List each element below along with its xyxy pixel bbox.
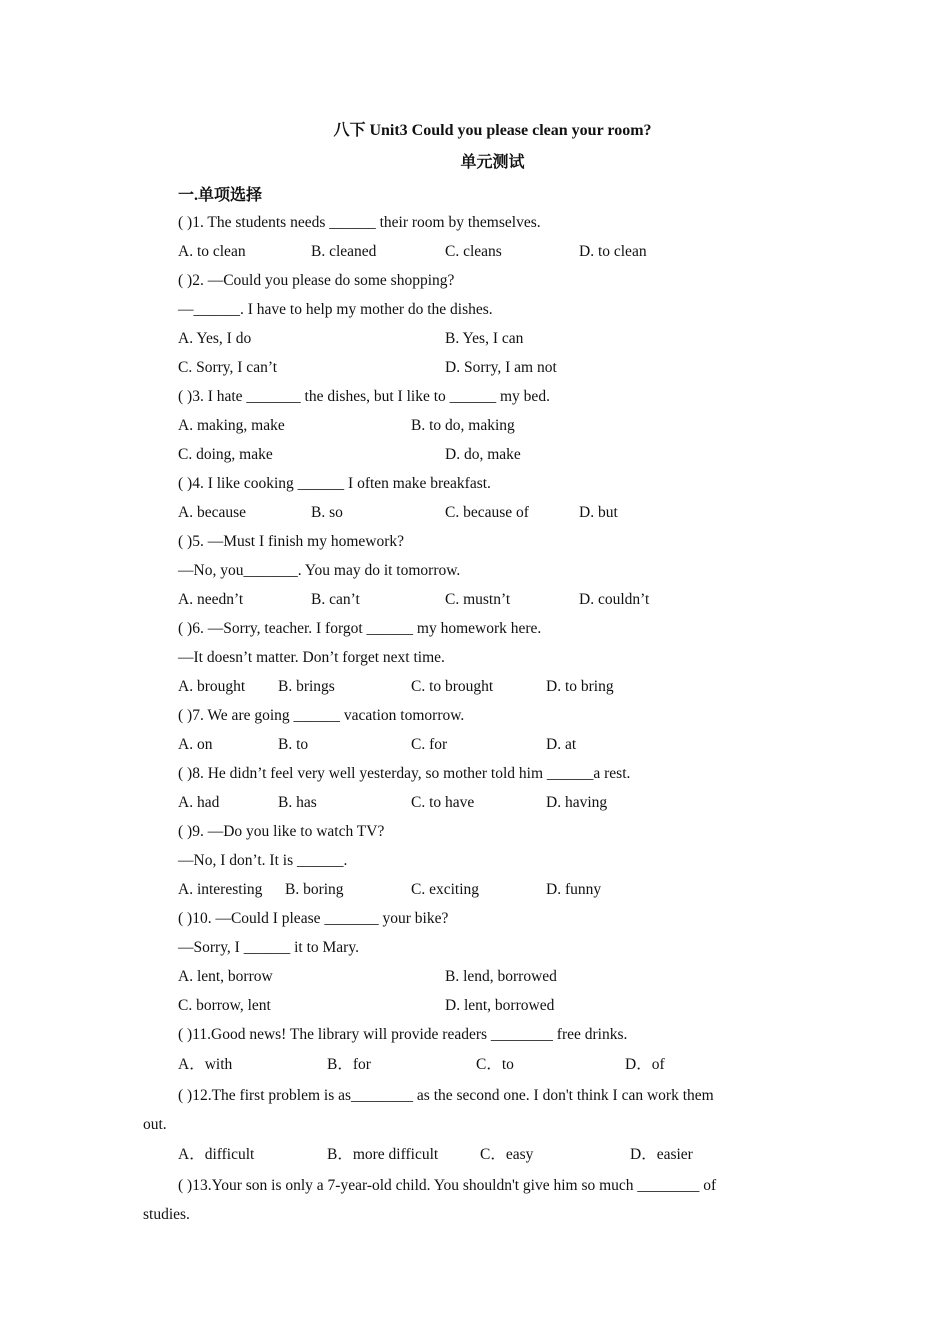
question-9-option-c: C. exciting: [411, 881, 480, 898]
question-12-option-c: C．easy: [480, 1146, 534, 1163]
question-10-stem: ( )10. —Could I please _______ your bike?: [178, 910, 449, 927]
question-11-option-a: A．with: [178, 1056, 233, 1073]
question-3-option-c: C. doing, make: [178, 446, 273, 463]
question-7-option-d: D. at: [546, 736, 577, 753]
question-11-option-d: D．of: [625, 1056, 665, 1073]
question-2-option-c: C. Sorry, I can’t: [178, 359, 278, 376]
question-4-option-d: D. but: [579, 504, 618, 521]
question-10-option-a: A. lent, borrow: [178, 968, 273, 985]
question-6-stem: ( )6. —Sorry, teacher. I forgot ______ my homework here.: [178, 620, 542, 637]
question-1-option-b: B. cleaned: [311, 243, 377, 260]
question-10-option-d: D. lent, borrowed: [445, 997, 555, 1014]
question-8-option-b: B. has: [278, 794, 317, 811]
question-2-line2: —______. I have to help my mother do the dishes.: [178, 301, 493, 318]
question-3-stem: ( )3. I hate _______ the dishes, but I like to ______ my bed.: [178, 388, 550, 405]
question-3-option-b: B. to do, making: [411, 417, 515, 434]
question-11-stem: ( )11.Good news! The library will provide readers ________ free drinks.: [178, 1026, 628, 1043]
question-4-option-c: C. because of: [445, 504, 529, 521]
question-10-line2: —Sorry, I ______ it to Mary.: [178, 939, 359, 956]
question-1-option-d: D. to clean: [579, 243, 647, 260]
question-7-stem: ( )7. We are going ______ vacation tomorrow.: [178, 707, 465, 724]
question-4-option-b: B. so: [311, 504, 343, 521]
question-9-option-d: D. funny: [546, 881, 602, 898]
question-8-option-a: A. had: [178, 794, 220, 811]
question-12-option-d: D．easier: [630, 1146, 693, 1163]
question-4-option-a: A. because: [178, 504, 246, 521]
question-12-option-a: A．difficult: [178, 1146, 255, 1163]
question-9-stem: ( )9. —Do you like to watch TV?: [178, 823, 385, 840]
question-8-stem: ( )8. He didn’t feel very well yesterday, so mother told him ______a rest.: [178, 765, 631, 782]
section-heading: 一.单项选择: [178, 187, 263, 204]
page-subtitle: 单元测试: [460, 154, 525, 171]
question-6-option-a: A. brought: [178, 678, 246, 695]
question-5-option-c: C. mustn’t: [445, 591, 511, 608]
question-1-option-c: C. cleans: [445, 243, 502, 260]
question-7-option-c: C. for: [411, 736, 448, 753]
question-8-option-d: D. having: [546, 794, 608, 811]
question-5-option-a: A. needn’t: [178, 591, 244, 608]
question-5-option-b: B. can’t: [311, 591, 360, 608]
question-5-option-d: D. couldn’t: [579, 591, 650, 608]
question-1-option-a: A. to clean: [178, 243, 246, 260]
question-12-stem: ( )12.The first problem is as________ as the second one. I don't think I can work them: [178, 1087, 714, 1104]
question-6-option-c: C. to brought: [411, 678, 494, 695]
question-11-option-b: B．for: [327, 1056, 371, 1073]
question-5-stem: ( )5. —Must I finish my homework?: [178, 533, 405, 550]
question-6-option-b: B. brings: [278, 678, 335, 695]
question-3-option-d: D. do, make: [445, 446, 521, 463]
question-2-option-d: D. Sorry, I am not: [445, 359, 557, 376]
question-9-line2: —No, I don’t. It is ______.: [178, 852, 348, 869]
question-5-line2: —No, you_______. You may do it tomorrow.: [178, 562, 461, 579]
question-8-option-c: C. to have: [411, 794, 475, 811]
question-12-option-b: B．more difficult: [327, 1146, 439, 1163]
question-10-option-c: C. borrow, lent: [178, 997, 271, 1014]
question-1-stem: ( )1. The students needs ______ their room by themselves.: [178, 214, 541, 231]
question-6-line2: —It doesn’t matter. Don’t forget next time.: [178, 649, 445, 666]
question-6-option-d: D. to bring: [546, 678, 614, 695]
question-13-stem: ( )13.Your son is only a 7-year-old child. You shouldn't give him so much ________ of: [178, 1177, 717, 1194]
question-2-option-b: B. Yes, I can: [445, 330, 524, 347]
question-2-option-a: A. Yes, I do: [178, 330, 252, 347]
question-7-option-b: B. to: [278, 736, 309, 753]
question-9-option-a: A. interesting: [178, 881, 263, 898]
question-3-option-a: A. making, make: [178, 417, 285, 434]
question-12-continuation: out.: [143, 1116, 167, 1133]
question-10-option-b: B. lend, borrowed: [445, 968, 557, 985]
question-9-option-b: B. boring: [285, 881, 344, 898]
question-7-option-a: A. on: [178, 736, 213, 753]
question-11-option-c: C．to: [476, 1056, 514, 1073]
question-4-stem: ( )4. I like cooking ______ I often make breakfast.: [178, 475, 491, 492]
question-13-continuation: studies.: [143, 1206, 190, 1223]
page-title: 八下 Unit3 Could you please clean your room?: [333, 122, 652, 139]
question-2-stem: ( )2. —Could you please do some shopping?: [178, 272, 455, 289]
